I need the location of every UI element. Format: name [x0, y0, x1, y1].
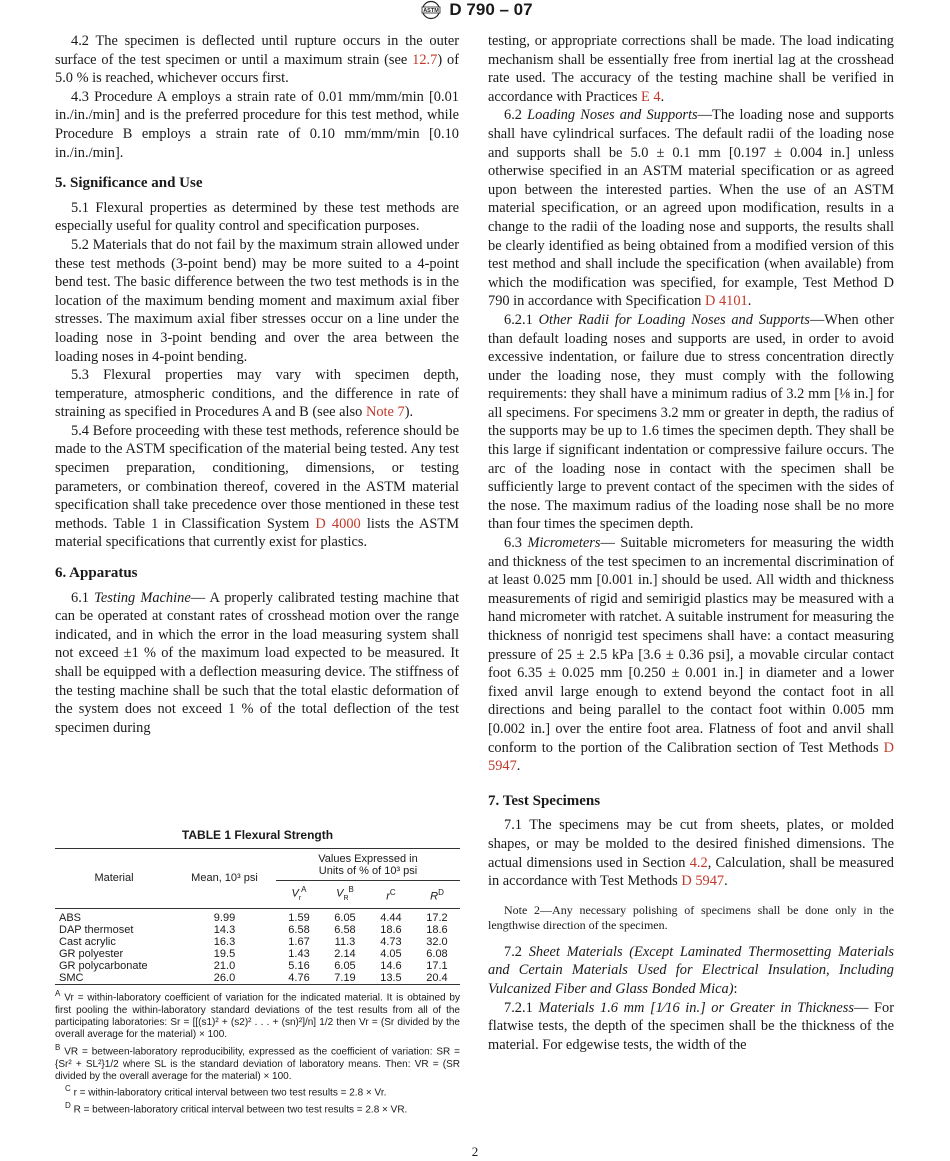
right-column — [488, 32, 894, 1054]
para-5-4: 5.4 Before proceeding with these test methods, reference should be made to the ASTM specification of the material being tested. Any test specimen preparation, conditioning, dimensions, or testing parameters, or combination thereof, covered in the ASTM material specification shall take precedence over those mentioned in these test methods. Table 1 in Classification System D 4000 lists the ASTM material specifications that currently exist for plastics. — [55, 422, 460, 551]
cell-mean: 19.5 — [213, 947, 236, 960]
cell-r: 14.6 — [380, 959, 402, 972]
left-column — [55, 32, 459, 737]
note-2: Note 2—Any necessary polishing of specimens shall be done only in the lengthwise direction of the specimen. — [488, 902, 894, 932]
cell-R: 17.2 — [426, 911, 448, 924]
cell-mean: 26.0 — [213, 971, 236, 984]
para-6-3: 6.3 Micrometers— Suitable micrometers for measuring the width and thickness of the test specimen to an incremental discrimination of at least 0.025 mm [0.001 in.] should be used. All width and thickness measurements of rigid and semirigid plastics may be measured with a hand micrometer with ratchet. A suitable instrument for measuring the thickness of nonrigid test specimens shall have: a contact measuring pressure of 25 ± 2.5 kPa [3.6 ± 0.36 psi], a movable circular contact foot 6.35 ± 0.025 mm [0.250 ± 0.001 in.] in diameter and a lower fixed anvil large enough to extend beyond the contact foot in all directions and being parallel to the contact foot within 0.005 mm [0.002 in.] over the entire foot area. Flatness of foot and anvil shall conform to the portion of the Calibration section of Test Methods D 5947. — [488, 535, 894, 775]
section-5-heading: 5. Significance and Use — [55, 175, 203, 192]
table-row — [55, 908, 460, 924]
cell-r: 4.05 — [380, 947, 402, 960]
cell-mean: 21.0 — [213, 959, 236, 972]
para-7-2: 7.2 Sheet Materials (Except Laminated Thermosetting Materials and Certain Materials Used for Electrical Insulation, Including Vulcanized Fiber and Glass Bonded Mica): — [488, 943, 894, 997]
cell-vr: 1.43 — [288, 947, 310, 960]
footnote-d: $^D$ R = between-laboratory critical interval between two test results = 2.8 × VR. — [65, 1101, 408, 1116]
link-d4000[interactable]: D 4000 — [315, 515, 361, 532]
col-mean: Mean, 10³ psi — [173, 849, 276, 909]
table-row — [55, 924, 460, 936]
table-row — [55, 960, 460, 972]
cell-mean: 16.3 — [213, 935, 236, 948]
cell-vr: 6.58 — [288, 923, 310, 936]
para-5-2: 5.2 Materials that do not fail by the maximum strain allowed under these test methods (3-point bend) may be more suited to a 4-point bend test. The basic difference between the two test methods is in the location of the maximum bending moment and maximum axial fiber stresses. The maximum axial fiber stresses occur on a line under the loading nose in 3-point bending and over the area between the loading noses in 4-point bending. — [55, 236, 459, 365]
link-4-2[interactable]: 4.2 — [689, 854, 708, 871]
footnote-a: $^A$ Vr = within-laboratory coefficient of variation for the indicated material. It is obtained by first pooling the within-laboratory standard deviations of the test results from all of the participating laboratories: Sr = [[(s1)² + (s2)² . . . + (sn)²]/n] 1/2 then Vr = (Sr divided by the overall average for the material) × 100. — [55, 988, 460, 1041]
cell-R: 20.4 — [426, 971, 448, 984]
col-material: Material — [55, 849, 173, 909]
cell-mean: 14.3 — [213, 923, 236, 936]
flexural-strength-table — [55, 828, 460, 1117]
table-row — [55, 948, 460, 960]
cell-vr: 1.67 — [288, 935, 310, 948]
page-header — [0, 0, 950, 24]
cell-r: 4.44 — [380, 911, 402, 924]
page-number: 2 — [471, 1144, 479, 1159]
link-d5947-b[interactable]: D 5947 — [681, 873, 725, 890]
para-6-2: 6.2 Loading Noses and Supports—The loading nose and supports shall have cylindrical surfaces. The default radii of the loading nose and supports shall be 5.0 ± 0.1 mm [0.197 ± 0.004 in.] unless otherwise specified in an ASTM material specification or as agreed upon between the interested parties. When the use of an ASTM material specification, or an agreed upon modification, results in a change to the radii of the loading nose and supports, the results shall be clearly identified as being obtained from a modified version of this test method and shall include the specification (when available) from which the modification was specified, for example, Test Method D 790 in accordance with Specification D 4101. — [488, 107, 895, 310]
cell-r: 4.73 — [380, 935, 402, 948]
cell-material: SMC — [59, 971, 84, 984]
cell-mean: 9.99 — [213, 911, 236, 924]
cell-vR: 7.19 — [334, 971, 356, 984]
footnote-b: $^B$ VR = between-laboratory reproducibility, expressed as the coefficient of variation: SR = {Sr² + SL²}1/2 where SL is the standard deviation of laboratory means. Then: VR = (SR divided by the overall average for the material) × 100. — [55, 1042, 460, 1082]
cell-material: GR polyester — [59, 947, 124, 960]
para-6-1: 6.1 Testing Machine— A properly calibrated testing machine that can be operated at constant rates of crosshead motion over the range indicated, and in which the error in the load measuring system shall not exceed ±1 % of the maximum load expected to be measured. It shall be equipped with a deflection measuring device. The stiffness of the testing machine shall be such that the total elastic deformation of the system does not exceed 1 % of the total deflection of the test specimen during — [55, 589, 460, 736]
col-group-header: Values Expressed in Units of % of 10³ psi — [276, 849, 460, 881]
document-code: D 790 – 07 — [449, 0, 533, 19]
cell-vr: 1.59 — [288, 911, 310, 924]
cell-material: Cast acrylic — [59, 935, 116, 948]
footnote-c: $^C$ r = within-laboratory critical interval between two test results = 2.8 × Vr. — [65, 1084, 387, 1099]
cell-r: 18.6 — [380, 923, 402, 936]
cell-R: 32.0 — [426, 935, 448, 948]
cell-vr: 4.76 — [288, 971, 310, 984]
section-6-heading: 6. Apparatus — [55, 565, 138, 582]
cell-material: DAP thermoset — [59, 923, 134, 936]
cell-vR: 11.3 — [334, 935, 356, 948]
cell-R: 18.6 — [426, 923, 448, 936]
link-note-7[interactable]: Note 7 — [365, 404, 405, 421]
cell-vR: 6.58 — [334, 923, 356, 936]
table-row — [55, 972, 460, 985]
para-4-2: 4.2 The specimen is deflected until rupture occurs in the outer surface of the test specimen or until a maximum strain (see 12.7) of 5.0 % is reached, whichever occurs first. — [55, 33, 459, 87]
col-vR: $V_R^B$ — [322, 881, 368, 909]
para-5-3: 5.3 Flexural properties may vary with specimen depth, temperature, atmospheric conditions, and the difference in rate of straining as specified in Procedures A and B (see also Note 7). — [55, 367, 459, 421]
section-7-heading: 7. Test Specimens — [488, 792, 601, 809]
para-6-1-cont: testing, or appropriate corrections shall be made. The load indicating mechanism shall be essentially free from inertial lag at the crosshead rate used. The accuracy of the testing machine shall be verified in accordance with Practices E 4. — [488, 33, 894, 105]
cell-vR: 6.05 — [334, 959, 356, 972]
para-7-2-1: 7.2.1 Materials 1.6 mm [1⁄16 in.] or Greater in Thickness— For flatwise tests, the depth of the specimen shall be the thickness of the material. For edgewise tests, the width of the — [488, 999, 894, 1053]
col-R: $R^D$ — [414, 881, 460, 909]
cell-vr: 5.16 — [288, 959, 310, 972]
cell-material: GR polycarbonate — [59, 959, 148, 972]
link-d5947-a[interactable]: D 5947 — [488, 739, 894, 775]
para-7-1: 7.1 The specimens may be cut from sheets, plates, or molded shapes, or may be molded to the desired finished dimensions. The actual dimensions used in Section 4.2, Calculation, shall be measured in accordance with Test Methods D 5947. — [488, 817, 895, 890]
link-d4101[interactable]: D 4101 — [704, 293, 748, 310]
table-row — [55, 936, 460, 948]
para-4-3: 4.3 Procedure A employs a strain rate of 0.01 mm/mm/min [0.01 in./in./min] and is the preferred procedure for this test method, while Procedure B employs a strain rate of 0.10 mm/mm/min [0.10 in./in./min]. — [55, 88, 459, 161]
col-r: $r^C$ — [368, 881, 414, 909]
cell-R: 17.1 — [426, 959, 448, 972]
cell-vR: 6.05 — [334, 911, 356, 924]
svg-text:ASTM: ASTM — [423, 8, 440, 15]
para-6-2-1: 6.2.1 Other Radii for Loading Noses and Supports—When other than default loading noses and supports are used, in order to avoid excessive indentation, or failure due to stress concentration directly under the loading nose, they must comply with the following requirements: they shall have a minimum radius of 3.2 mm [⅛ in.] for all specimens. For specimens 3.2 mm or greater in depth, the radius of the supports may be up to 1.6 times the specimen depth. They shall be this large if significant indentation or compressive failure occurs. The arc of the loading nose in contact with the specimen shall be sufficiently large to prevent contact of the specimen with the sides of the nose. The maximum radius of the loading nose shall be no more than four times the specimen depth. — [488, 311, 894, 533]
astm-logo-icon — [417, 0, 445, 20]
link-e4[interactable]: E 4 — [641, 88, 661, 105]
cell-material: ABS — [59, 911, 82, 924]
link-12-7[interactable]: 12.7 — [412, 51, 438, 68]
cell-R: 6.08 — [426, 947, 448, 960]
cell-vR: 2.14 — [334, 947, 356, 960]
cell-r: 13.5 — [380, 971, 402, 984]
table-caption: TABLE 1 Flexural Strength — [181, 828, 334, 842]
col-vr: $V_r^A$ — [276, 881, 322, 909]
para-5-1: 5.1 Flexural properties as determined by these test methods are especially useful for quality control and specification purposes. — [55, 199, 459, 235]
